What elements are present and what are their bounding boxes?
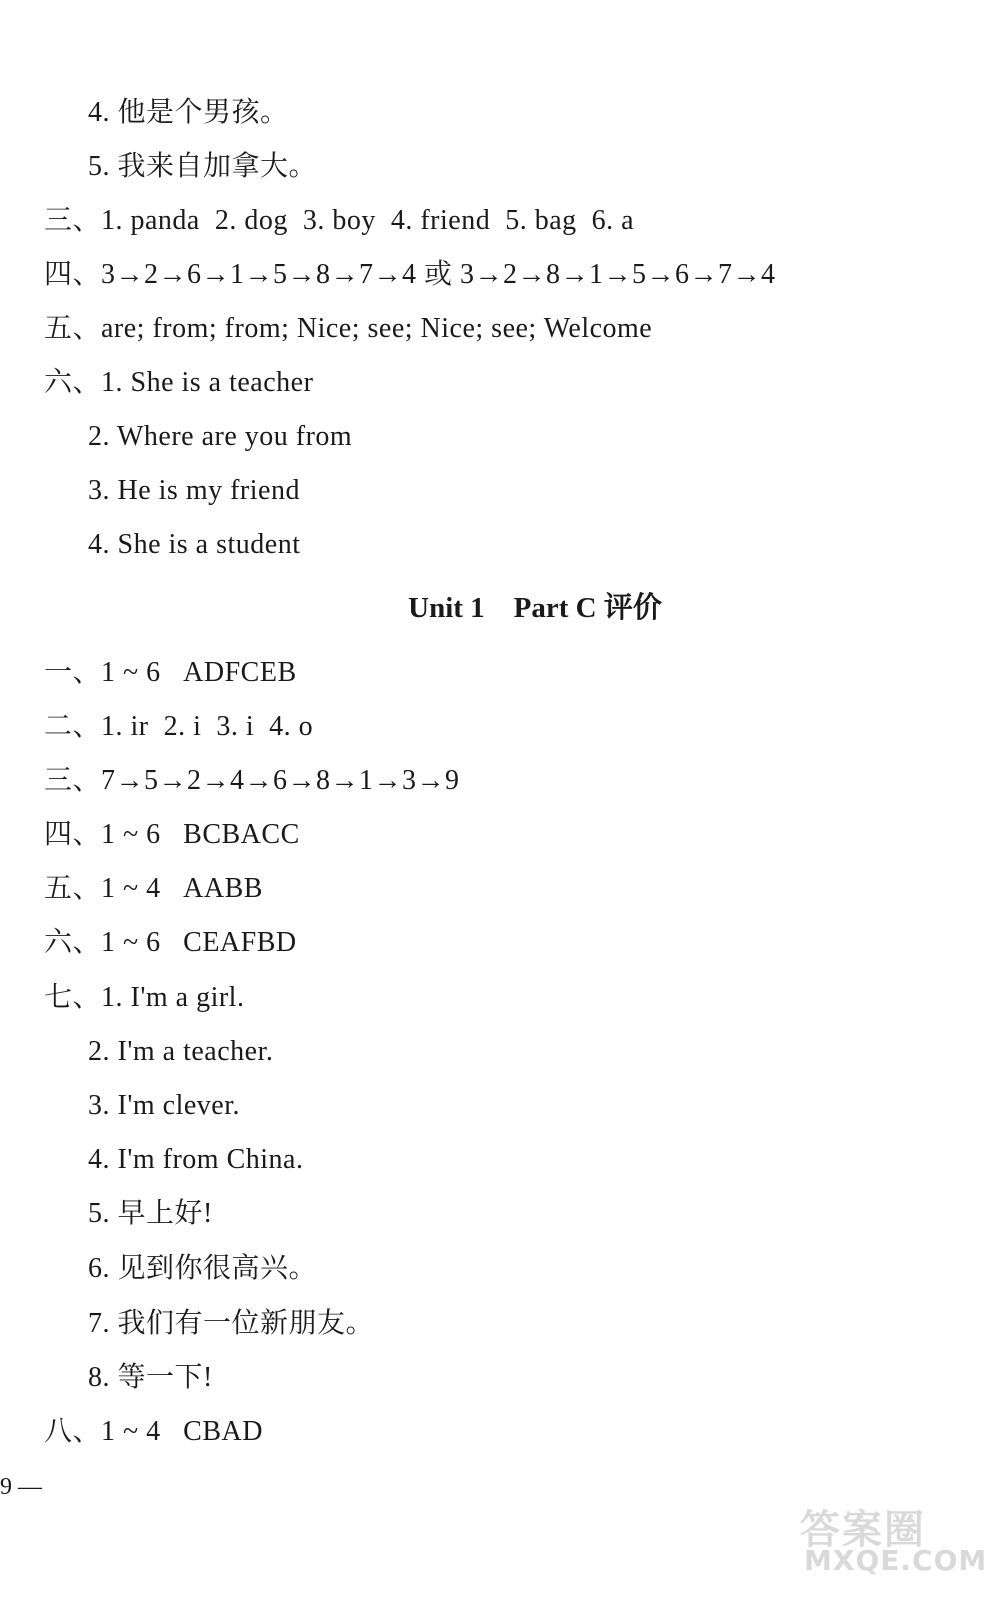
answer-line-c-4: 四、1 ~ 6 BCBACC [44, 819, 300, 850]
page-number: 9 — [0, 1474, 42, 1500]
answer-line-c-7: 七、1. I'm a girl. [44, 982, 245, 1013]
answer-line-prev-9: 4. She is a student [88, 529, 301, 560]
watermark-logo [800, 1498, 988, 1578]
answer-line-c-6: 六、1 ~ 6 CEAFBD [44, 927, 297, 958]
answer-line-c-8: 2. I'm a teacher. [88, 1036, 274, 1067]
watermark-top-text: 答案圈 [800, 1507, 926, 1553]
answer-line-prev-7: 2. Where are you from [88, 421, 353, 452]
answer-line-prev-2: 5. 我来自加拿大。 [88, 151, 318, 182]
answer-line-prev-3: 三、1. panda 2. dog 3. boy 4. friend 5. bag 6. a [44, 205, 635, 236]
answer-line-c-11: 5. 早上好! [88, 1198, 213, 1229]
answer-line-c-15: 八、1 ~ 4 CBAD [44, 1416, 263, 1447]
answer-line-c-12: 6. 见到你很高兴。 [88, 1253, 318, 1284]
section-heading: Unit 1 Part C 评价 [408, 592, 662, 624]
answer-line-c-5: 五、1 ~ 4 AABB [44, 873, 263, 904]
answer-line-c-13: 7. 我们有一位新朋友。 [88, 1308, 375, 1339]
answer-line-prev-5: 五、are; from; from; Nice; see; Nice; see; Welcome [44, 313, 653, 344]
answer-line-prev-6: 六、1. She is a teacher [44, 367, 314, 398]
answer-line-prev-4: 四、3→2→6→1→5→8→7→4 或 3→2→8→1→5→6→7→4 [44, 259, 776, 290]
answer-line-prev-8: 3. He is my friend [88, 475, 300, 506]
answer-line-c-10: 4. I'm from China. [88, 1144, 304, 1175]
answer-line-c-3: 三、7→5→2→4→6→8→1→3→9 [44, 765, 460, 796]
watermark-bottom-text: MXQE.COM [804, 1544, 988, 1577]
answer-line-c-1: 一、1 ~ 6 ADFCEB [44, 657, 297, 688]
answer-line-prev-1: 4. 他是个男孩。 [88, 97, 289, 128]
answer-line-c-2: 二、1. ir 2. i 3. i 4. o [44, 711, 314, 742]
answer-line-c-14: 8. 等一下! [88, 1362, 213, 1393]
answer-line-c-9: 3. I'm clever. [88, 1090, 240, 1121]
